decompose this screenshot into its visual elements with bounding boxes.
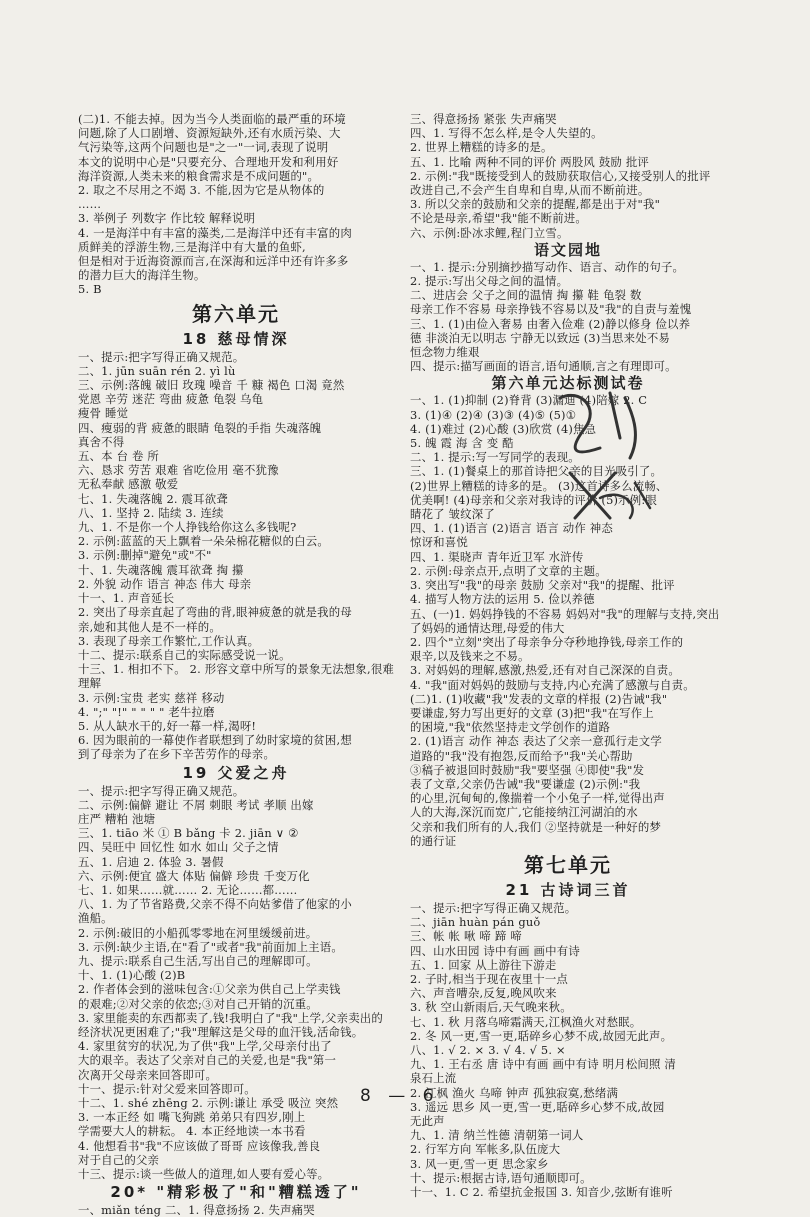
answer-line: 3. 对妈妈的理解,感激,热爱,还有对自己深深的自责。 [410,663,680,678]
answer-line: 无私奉献 感激 敬爱 [78,477,179,492]
answer-line: 一、1. (1)抑制 (2)脊背 (3)漏迪 (4)陪嫁 2. C [410,393,648,408]
answer-line: 庄严 糟粕 池塘 [78,811,156,826]
answer-line: 3. 一本正经 如 嘴飞狗跳 弟弟只有四岁,刚上 [78,1110,306,1125]
answer-line: 四、提示:描写画面的语言,语句通顺,言之有理即可。 [410,359,677,374]
answer-line: 3. 家里能卖的东西都卖了,钱!我明白了"我"上学,父亲卖出的 [78,1010,383,1025]
answer-line: 四、瘦弱的背 疲惫的眼睛 龟裂的手指 失魂落魄 [78,420,322,435]
answer-line: 母亲工作不容易 母亲挣钱不容易以及"我"的自责与羞愧 [410,302,692,317]
answer-line: 4. ";" "!" " " " " 老牛拉磨 [78,704,215,719]
answer-line: 3. 风一更,雪一更 思念家乡 [410,1156,549,1171]
answer-line: 六、恳求 劳苦 艰难 省吃俭用 毫不犹豫 [78,463,279,478]
section-heading: 语文园地 [533,240,602,259]
answer-line: 四、1. (1)语言 (2)语言 语言 动作 神态 [410,521,613,536]
answer-line: 2. 四个"立刻"突出了母亲争分夺秒地挣钱,母亲工作的 [410,634,684,649]
answer-line: 3. 举例子 列数字 作比较 解释说明 [78,211,256,226]
answer-line: 五、本 台 卷 所 [78,449,160,464]
answer-line: 九、1. 王右丞 唐 诗中有画 画中有诗 明月松间照 清 [410,1057,677,1072]
answer-line: 十二、提示:联系自己的实际感受说一说。 [78,647,291,662]
answer-line: 十一、1. 声音延长 [78,591,175,606]
answer-line: 二、1. 提示:写一写同学的表现。 [410,450,580,465]
answer-line: 5. 魄 霞 海 含 变 酷 [410,436,514,451]
answer-line: 次离开父母亲来回答即可。 [78,1067,218,1082]
answer-line: 问题,除了人口剧增、资源短缺外,还有水质污染、大 [78,126,341,141]
unit-heading: 第六单元 [192,301,280,326]
section-heading: 第六单元达标测试卷 [491,374,645,393]
handwritten-scribble [540,378,670,528]
answer-line: 四、吴旺中 回忆性 如水 如山 父子之情 [78,840,279,855]
answer-line: (二)1. (1)收藏"我"发表的文章的样报 (2)告诫"我" [410,691,668,706]
answer-line: 2. 行军方向 军帐多,队伍庞大 [410,1142,561,1157]
left-column [78,112,394,1217]
answer-line: 渔船。 [78,911,113,926]
answer-line: 的艰难;②对父亲的依恋;③对自己开销的沉重。 [78,996,318,1011]
answer-line: 惊讶和喜悦 [410,535,468,550]
right-column [410,112,726,1199]
answer-line: 2. 作者体会到的滋味包含:①父亲为供自己上学卖钱 [78,982,341,997]
answer-line: 3. 秋 空山新雨后,天气晚来秋。 [410,1000,572,1015]
answer-line: (二)1. 不能去掉。因为当今人类面临的最严重的环境 [78,112,346,126]
answer-line: 一、1. 提示:分别摘抄描写动作、语言、动作的句子。 [410,259,685,274]
answer-line: 4. 家里贫穷的状况,为了供"我"上学,父母亲付出了 [78,1039,332,1054]
answer-line: 十、1. (1)心酸 (2)B [78,968,186,983]
answer-line: 的心里,沉甸甸的,像揣着一个小兔子一样,觉得出声 [410,791,665,806]
answer-line: 4. 描写人物方法的运用 5. 俭以养德 [410,592,595,607]
answer-line: 六、声音嘈杂,反复,晚风吹来 [410,986,557,1001]
answer-line: 理解 [78,676,102,691]
answer-line: 5. B [78,282,102,297]
answer-line: 学需要大人的耕耘。 4. 本正经地读一本书看 [78,1124,306,1139]
answer-line: 2. 示例:破旧的小船孤零零地在河里缓缓前进。 [78,925,318,940]
answer-line: 2. 示例:母亲点开,点明了文章的主题。 [410,563,607,578]
answer-line: 2. (1)语言 动作 神态 表达了父亲一意孤行走文学 [410,734,662,749]
answer-line: 十一、提示:针对父爱来回答即可。 [78,1081,256,1096]
answer-line: 6. 因为眼前的一幕使作者联想到了幼时家境的贫困,想 [78,733,352,748]
answer-line: 四、1. 写得不怎么样,是令人失望的。 [410,126,603,141]
answer-line: 睛花了 皱纹深了 [410,507,495,522]
watermark-logo [664,1106,796,1166]
answer-line: 泉石上流 [410,1071,457,1086]
answer-line: 九、1. 清 纳兰性德 清朝第一词人 [410,1128,584,1143]
answer-line: 父亲和我们所有的人,我们 ②坚持就是一种好的梦 [410,819,662,834]
answer-line: 艰辛,以及钱来之不易。 [410,649,530,664]
answer-line: 二、jiān huàn pán guǒ [410,915,541,930]
answer-line: 二、进店会 父子之间的温情 掏 攥 鞋 龟裂 数 [410,288,642,303]
answer-line: 三、得意扬扬 紧张 失声痛哭 [410,112,557,126]
answer-line: 党恩 辛劳 迷茫 弯曲 疲惫 龟裂 乌龟 [78,392,264,407]
answer-line: 本文的说明中心是"只要充分、合理地开发和利用好 [78,154,339,169]
answer-line: 亲,她和其他人是不一样的。 [78,619,221,634]
answer-line: 了妈妈的通情达理,母爱的伟大 [410,620,565,635]
answer-line: 2. 子时,相当于现在夜里十一点 [410,971,568,986]
answer-line: 道路的"我"没有抱怨,反而给予"我"关心帮助 [410,748,633,763]
answer-line: 要谦虚,努力写出更好的文章 (3)把"我"在写作上 [410,705,654,720]
answer-line: 五、(一)1. 妈妈挣钱的不容易 妈妈对"我"的理解与支持,突出 [410,606,720,621]
answer-line: 一、提示:把字写得正确又规范。 [78,783,245,798]
answer-line: 八、1. 坚持 2. 陆续 3. 连续 [78,505,224,520]
answer-line: 三、1. tiāo 米 ① B bǎng 卡 2. jiān ∨ ② [78,826,299,841]
answer-line: 气污染等,这两个问题也是"之一"一词,表现了说明 [78,140,329,155]
answer-line: 优美啊! (4)母亲和父亲对我诗的评价 (5)示例:眼 [410,492,657,507]
answer-line: 六、示例:便宜 盛大 体贴 偏僻 珍贵 千变万化 [78,868,310,883]
answer-line: …… [78,197,102,212]
answer-line: 德 非淡泊无以明志 宁静无以致远 (3)当思来处不易 [410,330,671,345]
answer-line: 十、1. 失魂落魄 震耳欲聋 掏 攥 [78,562,244,577]
answer-line: 对于自己的父亲 [78,1152,160,1167]
answer-line: 三、1. (1)由俭入奢易 由奢入俭难 (2)静以修身 俭以养 [410,316,691,331]
answer-line: 2. 江枫 渔火 乌啼 钟声 孤独寂寞,愁绪满 [410,1085,619,1100]
answer-line: 的困境,"我"依然坚持走文学创作的道路 [410,720,611,735]
answer-line: 2. 示例:蓝蓝的天上飘着一朵朵棉花糖似的白云。 [78,534,329,549]
answer-line: 改进自己,不会产生自卑和自卑,从而不断前进。 [410,183,650,198]
answer-line: 十一、1. C 2. 希望抗金报国 3. 知音少,弦断有谁听 [410,1185,673,1200]
answer-line: 2. 冬 风一更,雪一更,聒碎乡心梦不成,故园无此声。 [410,1028,673,1043]
answer-line: 一、miǎn téng 二、1. 得意扬扬 2. 失声痛哭 [78,1203,315,1217]
answer-line: 一、提示:把字写得正确又规范。 [410,900,577,915]
answer-page [78,112,734,1217]
answer-line: 十二、1. shé zhēng 2. 示例:谦让 承受 吸泣 突然 [78,1096,339,1110]
answer-line: 3. 突出写"我"的母亲 鼓励 父亲对"我"的提醒、批评 [410,578,675,593]
lesson-heading: 18 慈母情深 [182,329,290,348]
answer-line: 3. 所以父亲的鼓励和父亲的提醒,都是出于对"我" [410,197,661,212]
answer-line: 2. 示例:"我"既接受到人的鼓励获取信心,又接受别人的批评 [410,168,711,183]
answer-line: 一、提示:把字写得正确又规范。 [78,349,245,364]
answer-line: 4. 他想看书"我"不应该做了哥哥 应该像我,善良 [78,1138,321,1153]
lesson-heading: 21 古诗词三首 [505,880,631,899]
answer-line: 恒念物力维艰 [410,345,480,360]
answer-line: 质鲜美的浮游生物,三是海洋中有大量的鱼虾, [78,239,306,254]
answer-line: 十三、提示:谈一些做人的道理,如人要有爱心等。 [78,1167,330,1182]
answer-line: 八、1. √ 2. × 3. √ 4. √ 5. × [410,1042,566,1057]
page-number: 8 — 6 [360,1086,440,1106]
answer-line: 十、提示:根据古诗,语句通顺即可。 [410,1170,592,1185]
answer-line: 2. 取之不尽用之不竭 3. 不能,因为它是从物体的 [78,183,325,198]
answer-line: 六、示例:卧冰求鲤,程门立雪。 [410,225,569,240]
answer-line: 3. 示例:删掉"避免"或"不" [78,548,212,563]
answer-line: 的通行证 [410,833,457,848]
answer-line: 不论是母亲,希望"我"能不断前进。 [410,211,587,226]
answer-line: 无此声 [410,1114,445,1128]
answer-line: 的潜力巨大的海洋生物。 [78,268,206,283]
unit-heading: 第七单元 [524,852,612,877]
answer-line: 十三、1. 相扣不下。 2. 形容文章中所写的景象无法想象,很难 [78,662,394,677]
answer-line: 经济状况更困难了;"我"理解这是父母的血汗钱,活命钱。 [78,1024,364,1039]
answer-line: 五、1. 启迪 2. 体验 3. 暑假 [78,854,224,869]
answer-line: 4. "我"面对妈妈的鼓励与支持,内心充满了感激与自责。 [410,677,695,692]
answer-line: 但是相对于近海资源而言,在深海和远洋中还有许多多 [78,254,349,269]
answer-line: 二、示例:偏僻 避让 不屑 刺眼 考试 孝顺 出嫁 [78,797,314,812]
answer-line: 3. 示例:宝贵 老实 慈祥 移动 [78,690,225,705]
answer-line: 2. 外貌 动作 语言 神态 伟大 母亲 [78,576,252,591]
answer-line: 真舍不得 [78,434,125,449]
answer-line: 2. 提示:写出父母之间的温情。 [410,274,569,289]
answer-line: 三、帐 帐 啾 啼 蹄 啼 [410,929,522,944]
lesson-heading: 19 父爱之舟 [182,763,290,782]
answer-line: 海洋资源,人类未来的粮食需求是不成问题的"。 [78,168,320,183]
answer-line: 到了母亲为了在乡下辛苦劳作的母亲。 [78,747,276,762]
answer-line: 三、1. (1)餐桌上的那首诗把父亲的目光吸引了。 [410,464,663,479]
answer-line: 3. 遥远 思乡 风一更,雪一更,聒碎乡心梦不成,故园 [410,1099,665,1114]
answer-line: 五、1. 回家 从上游往下游走 [410,957,557,972]
answer-line: 四、山水田园 诗中有画 画中有诗 [410,943,580,958]
answer-line: 3. (1)④ (2)④ (3)③ (4)⑤ (5)① [410,407,577,422]
answer-line: 大的艰辛。表达了父亲对自己的关爱,也是"我"第一 [78,1053,337,1068]
lesson-heading: 20* "精彩极了"和"糟糕透了" [110,1183,362,1202]
answer-line: 瘦骨 睡觉 [78,406,129,421]
answer-line: 七、1. 如果……就…… 2. 无论……都…… [78,882,298,897]
answer-line: 表了文章,父亲仍告诫"我"要谦虚 (2)示例:"我 [410,776,641,791]
answer-line: 5. 从人缺水干的,好一幕一样,渴呀! [78,718,257,733]
answer-line: 人的大海,深沉而宽广,它能接纳江河湖泊的水 [410,805,638,820]
answer-line: 4. 一是海洋中有丰富的藻类,二是海洋中还有丰富的肉 [78,225,352,240]
answer-line: 二、1. jūn suān rén 2. yì lù [78,363,236,378]
answer-line: 五、1. 比喻 两种不同的评价 两股风 鼓励 批评 [410,154,650,169]
answer-line: 2. 世界上糟糕的诗多的是。 [410,140,553,155]
answer-line: 八、1. 为了节省路费,父亲不得不向姑爹借了他家的小 [78,897,352,912]
answer-line: 3. 示例:缺少主语,在"看了"或者"我"前面加上主语。 [78,939,343,954]
answer-line: 七、1. 秋 月落乌啼霜满天,江枫渔火对愁眠。 [410,1014,642,1029]
answer-line: 3. 表现了母亲工作繁忙,工作认真。 [78,633,260,648]
answer-line: 2. 突出了母亲直起了弯曲的背,眼神疲惫的就是我的母 [78,605,352,620]
answer-line: 九、1. 不是你一个人挣钱给你这么多钱呢? [78,520,297,535]
answer-line: 三、示例:落魄 破旧 玫瑰 噪音 千 糠 褐色 口渴 竟然 [78,378,345,393]
answer-line: (2)世界上糟糕的诗多的是。 (3)这首诗多么流畅、 [410,478,668,493]
answer-line: ③稿子被退回时鼓励"我"要坚强 ④即使"我"发 [410,762,645,777]
answer-line: 四、1. 渠晓声 青年近卫军 水浒传 [410,549,584,564]
answer-line: 九、提示:联系自己生活,写出自己的理解即可。 [78,953,318,968]
answer-line: 4. (1)难过 (2)心酸 (3)欣赏 (4)焦急 [410,421,597,436]
answer-line: 七、1. 失魂落魄 2. 震耳欲聋 [78,491,228,506]
